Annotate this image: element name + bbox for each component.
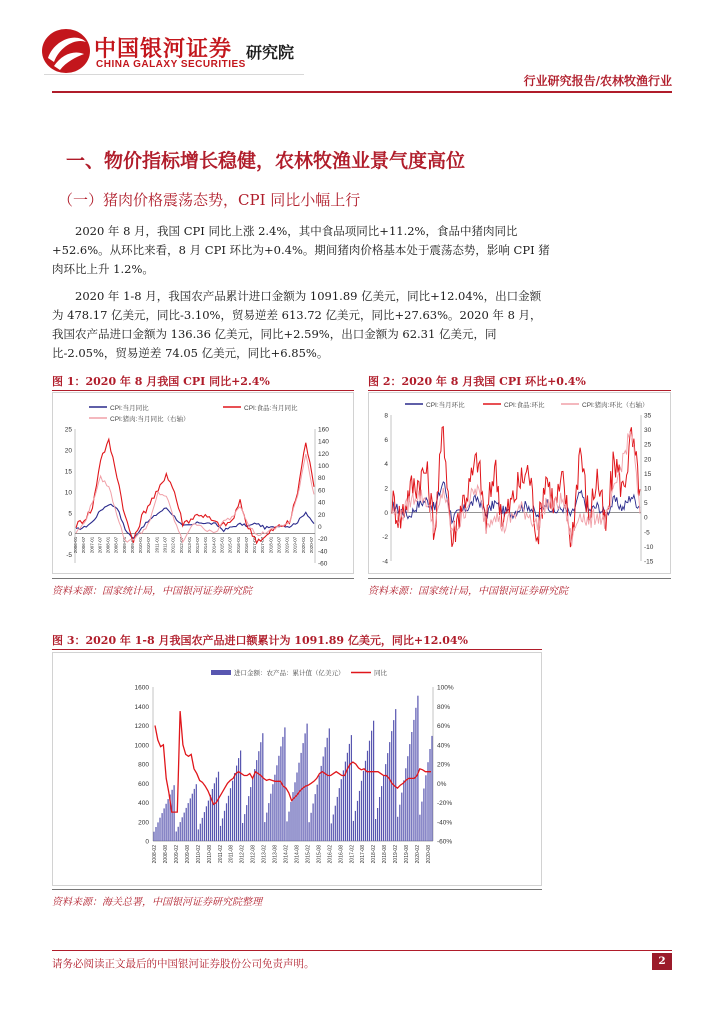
figure2-source: 资料来源：国家统计局，中国银河证券研究院 bbox=[368, 586, 568, 597]
x-tick: 2016-01 bbox=[235, 536, 241, 554]
x-tick: 2010-01 bbox=[138, 536, 144, 554]
x-tick: 2012-08 bbox=[250, 845, 257, 864]
import-bar bbox=[172, 790, 173, 841]
import-bar bbox=[325, 747, 326, 841]
figure1-source-rule bbox=[52, 578, 354, 579]
import-bar bbox=[174, 785, 175, 841]
x-tick: 2016-07 bbox=[243, 536, 249, 554]
import-bar bbox=[399, 805, 400, 841]
x-tick: 2012-01 bbox=[170, 536, 176, 554]
import-bar bbox=[355, 811, 356, 841]
import-bar bbox=[335, 806, 336, 841]
x-tick: 2009-01 bbox=[121, 536, 127, 554]
import-bar bbox=[190, 798, 191, 841]
x-tick: 2013-02 bbox=[261, 845, 268, 864]
import-bar bbox=[214, 783, 215, 841]
import-bar bbox=[284, 727, 285, 841]
import-bar bbox=[343, 770, 344, 841]
import-bar bbox=[331, 823, 332, 841]
import-bar bbox=[244, 814, 245, 841]
y-tick-left: 1200 bbox=[134, 723, 149, 730]
import-bar bbox=[260, 742, 261, 841]
y-tick-left: -4 bbox=[382, 558, 388, 566]
import-bar bbox=[421, 802, 422, 841]
x-tick: 2008-08 bbox=[162, 845, 169, 864]
import-bar bbox=[248, 796, 249, 841]
x-tick: 2008-07 bbox=[113, 536, 119, 554]
y-tick-left: 1000 bbox=[134, 742, 149, 750]
import-bar bbox=[391, 731, 392, 841]
import-bar bbox=[210, 795, 211, 841]
import-bar bbox=[262, 733, 263, 841]
import-bar bbox=[234, 773, 235, 841]
import-bar bbox=[266, 813, 267, 841]
import-bar bbox=[423, 789, 424, 842]
x-tick: 2009-08 bbox=[184, 845, 191, 864]
x-tick: 2008-02 bbox=[152, 845, 158, 864]
import-bar bbox=[216, 778, 217, 842]
x-tick: 2010-07 bbox=[146, 536, 152, 554]
import-bar bbox=[349, 744, 350, 841]
y-tick-right: -60% bbox=[437, 838, 453, 846]
import-bar bbox=[413, 720, 414, 841]
institute-name: 研究院 bbox=[246, 43, 295, 62]
series-line bbox=[76, 454, 314, 542]
import-bar bbox=[230, 788, 231, 841]
import-bar bbox=[198, 829, 199, 841]
import-bar bbox=[317, 785, 318, 841]
import-bar bbox=[218, 772, 219, 841]
import-bar bbox=[333, 815, 334, 842]
header-divider bbox=[52, 91, 672, 93]
figure3-caption: 图 3：2020 年 1-8 月我国农产品进口额累计为 1091.89 亿美元，同比+12.04% bbox=[52, 634, 468, 647]
report-category-tag: 行业研究报告/农林牧渔行业 bbox=[523, 74, 672, 88]
legend-label: CPI:猪肉:当月同比（右轴） bbox=[110, 416, 190, 423]
x-tick: 2011-08 bbox=[228, 845, 235, 863]
figure3-caption-rule bbox=[52, 649, 542, 650]
import-bar bbox=[429, 749, 430, 841]
import-bar bbox=[407, 756, 408, 841]
y-tick-right: 10 bbox=[644, 485, 652, 493]
import-bar bbox=[395, 709, 396, 841]
import-bar bbox=[157, 822, 158, 841]
x-tick: 2018-07 bbox=[276, 536, 282, 554]
figure3-frame bbox=[52, 652, 542, 886]
y-tick-right: -10 bbox=[644, 543, 654, 551]
chart-agri-imports bbox=[53, 653, 541, 885]
series-line bbox=[76, 439, 314, 543]
y-tick-right: -20% bbox=[437, 800, 453, 807]
page-number: 2 bbox=[652, 953, 672, 970]
y-tick-left: 200 bbox=[138, 819, 149, 827]
import-bar bbox=[367, 751, 368, 841]
import-bar bbox=[411, 732, 412, 841]
import-bar bbox=[427, 762, 428, 841]
import-bar bbox=[222, 818, 223, 841]
import-bar bbox=[176, 832, 177, 842]
import-bar bbox=[361, 781, 362, 841]
import-bar bbox=[405, 768, 406, 841]
y-tick-right: -15 bbox=[644, 558, 654, 566]
y-tick-left: 5 bbox=[68, 510, 72, 518]
x-tick: 2019-08 bbox=[404, 845, 411, 864]
import-bar bbox=[270, 794, 271, 841]
import-bar bbox=[313, 804, 314, 842]
x-tick: 2020-02 bbox=[415, 845, 422, 864]
figure1-caption: 图 1：2020 年 8 月我国 CPI 同比+2.4% bbox=[52, 375, 270, 388]
import-bar bbox=[242, 823, 243, 841]
x-tick: 2020-01 bbox=[300, 536, 306, 554]
y-tick-right: -40 bbox=[318, 548, 328, 556]
import-bar bbox=[359, 791, 360, 841]
series-line bbox=[392, 432, 640, 546]
y-tick-left: 4 bbox=[384, 461, 388, 469]
import-bar bbox=[232, 781, 233, 841]
y-tick-left: 400 bbox=[138, 800, 149, 807]
import-bar bbox=[409, 744, 410, 841]
legend-label: CPI:食品:当月同比 bbox=[244, 405, 298, 412]
import-bar bbox=[153, 832, 154, 841]
y-tick-left: 1400 bbox=[134, 703, 149, 711]
y-tick-right: 140 bbox=[318, 438, 329, 446]
import-bar bbox=[375, 819, 376, 841]
import-bar bbox=[321, 766, 322, 841]
import-bar bbox=[393, 720, 394, 841]
import-bar bbox=[327, 738, 328, 841]
import-bar bbox=[192, 794, 193, 841]
import-bar bbox=[363, 771, 364, 841]
x-tick: 2015-08 bbox=[316, 845, 323, 864]
import-bar bbox=[212, 789, 213, 841]
x-tick: 2012-02 bbox=[239, 845, 246, 864]
x-tick: 2012-07 bbox=[178, 536, 184, 554]
import-bar bbox=[250, 787, 251, 841]
import-bar bbox=[303, 743, 304, 841]
import-bar bbox=[323, 757, 324, 842]
figure2-caption-rule bbox=[368, 390, 671, 391]
import-bar bbox=[365, 761, 366, 841]
figure3-source-rule bbox=[52, 889, 542, 890]
import-bar bbox=[206, 806, 207, 841]
import-bar bbox=[425, 775, 426, 841]
y-tick-right: -20 bbox=[318, 536, 328, 544]
x-tick: 2016-02 bbox=[327, 845, 334, 864]
y-tick-right: 25 bbox=[644, 441, 652, 449]
import-bar bbox=[383, 775, 384, 841]
x-tick: 2014-01 bbox=[203, 536, 209, 554]
import-bar bbox=[401, 793, 402, 841]
figure3-source: 资料来源：海关总署，中国银河证券研究院整理 bbox=[52, 897, 262, 908]
import-bar bbox=[196, 784, 197, 841]
import-bar bbox=[168, 799, 169, 841]
import-bar bbox=[369, 741, 370, 841]
import-bar bbox=[188, 803, 189, 841]
legend-label: 进口金额：农产品：累计值（亿美元） bbox=[234, 670, 345, 677]
import-bar bbox=[155, 827, 156, 841]
x-tick: 2011-02 bbox=[217, 845, 224, 863]
y-tick-left: 600 bbox=[138, 780, 149, 788]
x-tick: 2006-01 bbox=[73, 536, 78, 554]
x-tick: 2019-02 bbox=[393, 845, 400, 864]
import-bar bbox=[278, 756, 279, 841]
import-bar bbox=[186, 808, 187, 841]
y-tick-left: 15 bbox=[64, 468, 72, 476]
y-tick-left: 25 bbox=[64, 426, 72, 434]
import-bar bbox=[403, 780, 404, 841]
x-tick: 2013-08 bbox=[272, 845, 279, 864]
x-tick: 2009-02 bbox=[173, 845, 180, 864]
y-tick-left: 0 bbox=[145, 838, 149, 846]
y-tick-left: 0 bbox=[68, 531, 72, 539]
figure1-frame bbox=[52, 392, 354, 574]
y-tick-right: 60 bbox=[318, 487, 326, 495]
x-tick: 2015-02 bbox=[305, 845, 312, 864]
y-tick-right: 5 bbox=[644, 500, 648, 508]
x-tick: 2011-07 bbox=[162, 536, 168, 553]
x-tick: 2007-07 bbox=[97, 536, 103, 554]
y-tick-left: 1600 bbox=[134, 684, 149, 692]
y-tick-left: 800 bbox=[138, 761, 149, 769]
import-bar bbox=[387, 753, 388, 841]
import-bar bbox=[351, 735, 352, 841]
y-tick-right: 80% bbox=[437, 703, 451, 711]
paragraph-text: 2020 年 8 月，我国 CPI 同比上涨 2.4%，其中食品项同比+11.2%，食品中猪肉同比+52.6%。从环比来看，8 月 CPI 环比为+0.4%。期间猪肉价格基本处于震荡态势，影响 CPI 猪肉环比上升 1.2%。 bbox=[52, 224, 550, 276]
logo-english-name: CHINA GALAXY SECURITIES bbox=[96, 59, 246, 70]
y-tick-right: 35 bbox=[644, 412, 652, 420]
import-bar bbox=[288, 812, 289, 841]
import-bar bbox=[238, 758, 239, 841]
import-bar bbox=[274, 775, 275, 841]
y-tick-left: 2 bbox=[384, 485, 388, 493]
import-bar bbox=[258, 751, 259, 841]
import-bar bbox=[236, 766, 237, 841]
import-bar bbox=[371, 731, 372, 841]
logo-chinese-name: 中国银河证券 bbox=[94, 37, 233, 62]
x-tick: 2013-01 bbox=[186, 536, 192, 554]
y-tick-right: 20 bbox=[644, 456, 652, 464]
import-bar bbox=[208, 801, 209, 841]
import-bar bbox=[180, 822, 181, 841]
import-bar bbox=[166, 804, 167, 841]
subsection-heading: （一）猪肉价格震荡态势，CPI 同比小幅上行 bbox=[58, 191, 361, 209]
figure2-source-rule bbox=[368, 578, 671, 579]
y-tick-right: 80 bbox=[318, 475, 326, 483]
import-bar bbox=[276, 765, 277, 841]
figure1-source: 资料来源：国家统计局，中国银河证券研究院 bbox=[52, 586, 252, 597]
x-tick: 2017-02 bbox=[349, 845, 356, 864]
import-bar bbox=[377, 808, 378, 841]
x-tick: 2010-08 bbox=[206, 845, 213, 864]
y-tick-left: -5 bbox=[66, 552, 72, 560]
x-tick: 2011-01 bbox=[154, 536, 160, 553]
x-tick: 2014-07 bbox=[211, 536, 217, 554]
x-tick: 2019-01 bbox=[284, 536, 290, 554]
section-heading: 一、物价指标增长稳健，农林牧渔业景气度高位 bbox=[66, 150, 466, 172]
legend-label: CPI:当月同比 bbox=[110, 405, 149, 412]
x-tick: 2008-01 bbox=[105, 536, 111, 554]
import-bar bbox=[184, 813, 185, 841]
x-tick: 2016-08 bbox=[338, 845, 345, 864]
y-tick-right: -5 bbox=[644, 529, 650, 537]
y-tick-right: 100% bbox=[437, 684, 454, 692]
import-bar bbox=[329, 728, 330, 841]
import-bar bbox=[315, 794, 316, 841]
import-bar bbox=[298, 763, 299, 841]
x-tick: 2017-08 bbox=[360, 845, 367, 864]
import-bar bbox=[417, 696, 418, 841]
import-bar bbox=[202, 818, 203, 841]
x-tick: 2009-07 bbox=[129, 536, 135, 554]
x-tick: 2018-08 bbox=[382, 845, 389, 864]
legend-label: CPI:当月环比 bbox=[426, 402, 465, 409]
figure2-caption: 图 2：2020 年 8 月我国 CPI 环比+0.4% bbox=[368, 375, 586, 388]
import-bar bbox=[268, 803, 269, 841]
y-tick-right: 20% bbox=[437, 761, 451, 769]
x-tick: 2020-08 bbox=[426, 845, 432, 864]
x-tick: 2010-02 bbox=[195, 845, 202, 864]
import-bar bbox=[307, 724, 308, 841]
import-bar bbox=[301, 753, 302, 841]
import-bar bbox=[246, 805, 247, 841]
y-tick-right: 20 bbox=[318, 511, 326, 519]
import-bar bbox=[341, 779, 342, 841]
import-bar bbox=[379, 797, 380, 841]
import-bar bbox=[337, 797, 338, 841]
x-tick: 2017-01 bbox=[252, 536, 258, 554]
paragraph-cpi bbox=[52, 222, 552, 279]
chart-cpi-mom bbox=[369, 393, 670, 573]
y-tick-left: -2 bbox=[382, 534, 388, 542]
import-bar bbox=[353, 821, 354, 841]
x-tick: 2015-07 bbox=[227, 536, 233, 554]
import-bar bbox=[309, 822, 310, 841]
y-tick-right: 0 bbox=[644, 514, 648, 522]
import-bar bbox=[419, 815, 420, 841]
import-bar bbox=[373, 721, 374, 841]
y-tick-right: 15 bbox=[644, 470, 652, 478]
x-tick: 2007-01 bbox=[89, 536, 95, 554]
import-bar bbox=[290, 802, 291, 841]
y-tick-right: 40 bbox=[318, 499, 326, 507]
import-bar bbox=[286, 821, 287, 841]
import-bar bbox=[397, 817, 398, 841]
x-tick: 2018-02 bbox=[371, 845, 378, 864]
y-tick-right: 30 bbox=[644, 427, 652, 435]
x-tick: 2020-07 bbox=[309, 536, 314, 554]
import-bar bbox=[311, 813, 312, 841]
footer-divider bbox=[52, 950, 672, 951]
y-tick-right: 0% bbox=[437, 780, 447, 788]
y-tick-right: 160 bbox=[318, 426, 329, 434]
x-tick: 2015-01 bbox=[219, 536, 225, 554]
import-bar bbox=[415, 708, 416, 841]
import-bar bbox=[224, 811, 225, 841]
x-tick: 2019-07 bbox=[292, 536, 298, 554]
footer-disclaimer: 请务必阅读正文最后的中国银河证券股份公司免责声明。 bbox=[52, 958, 315, 970]
legend-label: CPI:猪肉:环比（右轴） bbox=[582, 402, 649, 409]
import-bar bbox=[252, 778, 253, 841]
x-tick: 2013-07 bbox=[195, 536, 201, 554]
import-bar bbox=[226, 803, 227, 841]
import-bar bbox=[178, 827, 179, 841]
import-bar bbox=[294, 782, 295, 841]
import-bar bbox=[159, 818, 160, 841]
import-bar bbox=[182, 817, 183, 841]
legend-swatch bbox=[211, 670, 231, 675]
x-tick: 2018-01 bbox=[268, 536, 274, 554]
import-bar bbox=[220, 826, 221, 841]
chart-cpi-yoy bbox=[53, 393, 353, 573]
y-tick-right: -60 bbox=[318, 560, 328, 568]
import-bar bbox=[280, 746, 281, 841]
y-tick-left: 10 bbox=[64, 489, 72, 497]
paragraph-text: 2020 年 1-8 月，我国农产品累计进口金额为 1091.89 亿美元，同比+12.04%，出口金额为 478.17 亿美元，同比-3.10%，贸易逆差 613.72 亿美元，同比+27.63%。2020 年 8 月，我国农产品进口金额为 136.36 亿美元，同比+2.59%，出口金额为 62.31 亿美元，同比-2.05%，贸易逆差 74.05 亿美元，同比+6.85%。 bbox=[52, 289, 542, 360]
import-bar bbox=[381, 786, 382, 841]
legend-label: CPI:食品:环比 bbox=[504, 402, 545, 409]
import-bar bbox=[254, 769, 255, 841]
import-bar bbox=[339, 788, 340, 841]
x-tick: 2017-07 bbox=[260, 536, 266, 554]
import-bar bbox=[282, 737, 283, 841]
y-tick-left: 6 bbox=[384, 436, 388, 444]
import-bar bbox=[347, 753, 348, 841]
figure1-caption-rule bbox=[52, 390, 354, 391]
series-line bbox=[392, 427, 640, 547]
paragraph-trade bbox=[52, 287, 552, 363]
import-bar bbox=[296, 773, 297, 842]
x-tick: 2014-08 bbox=[294, 845, 301, 864]
import-bar bbox=[164, 808, 165, 841]
import-bar bbox=[162, 813, 163, 841]
import-bar bbox=[319, 775, 320, 841]
import-bar bbox=[194, 789, 195, 841]
import-bar bbox=[240, 751, 241, 842]
import-bar bbox=[228, 796, 229, 841]
import-bar bbox=[200, 824, 201, 841]
y-tick-left: 8 bbox=[384, 412, 388, 420]
y-tick-right: 120 bbox=[318, 450, 329, 458]
import-bar bbox=[204, 812, 205, 841]
series-line bbox=[76, 504, 314, 538]
x-tick: 2014-02 bbox=[283, 845, 290, 864]
y-tick-right: 0 bbox=[318, 523, 322, 531]
import-bar bbox=[272, 784, 273, 841]
import-bar bbox=[389, 742, 390, 841]
x-tick: 2006-07 bbox=[81, 536, 87, 554]
import-bar bbox=[357, 801, 358, 841]
y-tick-left: 20 bbox=[64, 447, 72, 455]
figure2-frame bbox=[368, 392, 671, 574]
y-tick-right: 100 bbox=[318, 463, 329, 471]
import-bar bbox=[264, 822, 265, 841]
y-tick-left: 0 bbox=[384, 509, 388, 517]
y-tick-right: 60% bbox=[437, 723, 451, 730]
legend-label: 同比 bbox=[374, 670, 387, 677]
import-bar bbox=[431, 736, 432, 841]
y-tick-right: 40% bbox=[437, 742, 451, 750]
y-tick-right: -40% bbox=[437, 819, 453, 827]
